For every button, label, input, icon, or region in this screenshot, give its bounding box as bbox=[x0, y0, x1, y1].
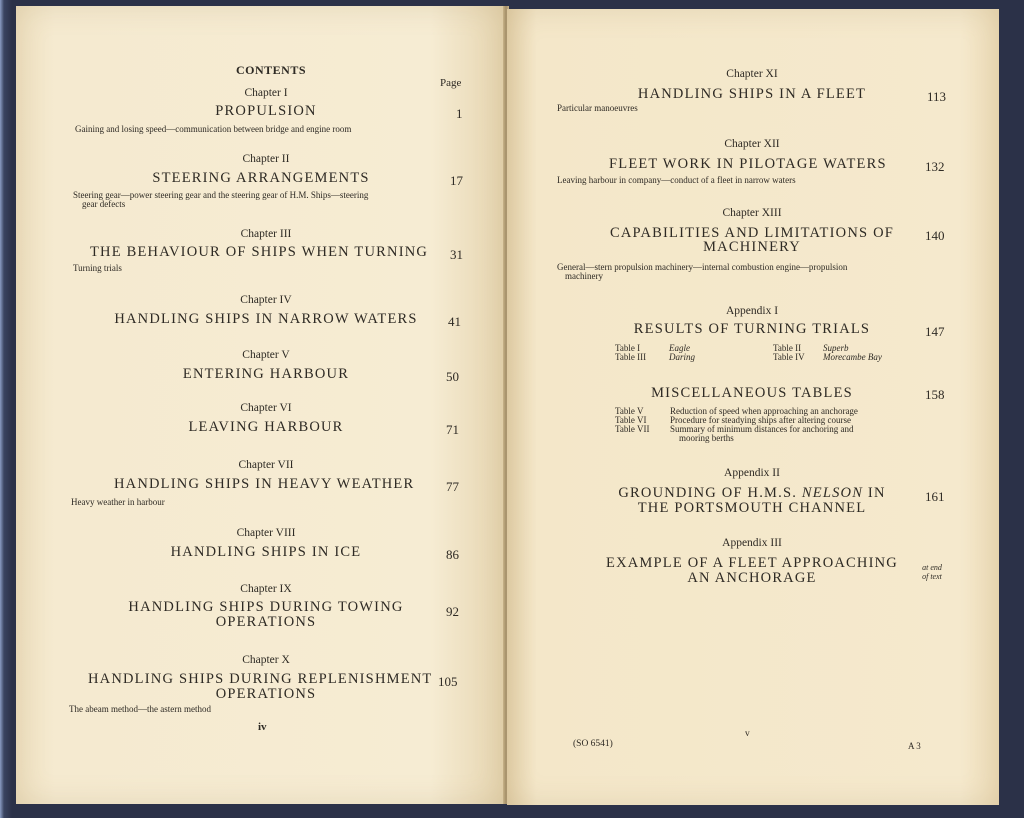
chapter-page: 113 bbox=[927, 89, 947, 104]
chapter-title: HANDLING SHIPS IN NARROW WATERS bbox=[114, 311, 418, 327]
appendix-page-line-2: of text bbox=[922, 572, 942, 581]
chapter-description: machinery bbox=[565, 271, 603, 281]
chapter-label: Chapter IV bbox=[240, 294, 292, 306]
table-name: Superb bbox=[823, 343, 849, 353]
appendix-page: 147 bbox=[925, 324, 945, 339]
appendix-title-part: IN bbox=[867, 485, 886, 501]
chapter-page: 50 bbox=[446, 369, 459, 384]
chapter-title-line-2: OPERATIONS bbox=[215, 686, 317, 702]
right-page bbox=[507, 9, 999, 805]
appendix-page-line-1: at end bbox=[922, 563, 942, 572]
chapter-page: 1 bbox=[456, 106, 463, 121]
chapter-page: 86 bbox=[446, 547, 459, 562]
chapter-description: The abeam method—the astern method bbox=[69, 704, 211, 714]
table-name: Daring bbox=[669, 352, 696, 362]
table-text: Reduction of speed when approaching an anchorage bbox=[670, 406, 858, 416]
chapter-label: Chapter VII bbox=[238, 459, 294, 471]
chapter-page: 105 bbox=[438, 674, 458, 689]
chapter-title-line-2: OPERATIONS bbox=[215, 614, 317, 630]
chapter-title: HANDLING SHIPS IN ICE bbox=[170, 544, 362, 560]
appendix-title-line-1 bbox=[582, 486, 922, 501]
chapter-page: 71 bbox=[446, 422, 459, 437]
page-folio: v bbox=[745, 729, 750, 739]
appendix-label: Appendix III bbox=[722, 537, 782, 549]
chapter-label: Chapter I bbox=[244, 87, 288, 99]
table-name: Morecambe Bay bbox=[823, 352, 882, 362]
appendix-label: Appendix I bbox=[725, 305, 779, 317]
section-title: MISCELLANEOUS TABLES bbox=[651, 385, 853, 401]
chapter-page: 140 bbox=[925, 228, 945, 243]
ship-name: NELSON bbox=[801, 485, 864, 501]
chapter-title: STEERING ARRANGEMENTS bbox=[152, 170, 370, 186]
chapter-label: Chapter V bbox=[242, 349, 290, 361]
chapter-page: 41 bbox=[448, 314, 461, 329]
chapter-label: Chapter XII bbox=[724, 138, 780, 150]
chapter-title-line-2: MACHINERY bbox=[703, 239, 801, 255]
page-column-heading: Page bbox=[440, 77, 462, 89]
appendix-title-line-1: EXAMPLE OF A FLEET APPROACHING bbox=[606, 555, 898, 571]
chapter-page: 92 bbox=[446, 604, 459, 619]
table-text: Procedure for steadying ships after altering course bbox=[670, 415, 851, 425]
contents-heading: CONTENTS bbox=[236, 63, 307, 77]
chapter-title: FLEET WORK IN PILOTAGE WATERS bbox=[609, 156, 887, 172]
table-id: Table VI bbox=[615, 415, 647, 425]
table-text: mooring berths bbox=[679, 433, 734, 443]
appendix-title-part: GROUNDING OF H.M.S. bbox=[618, 485, 798, 501]
chapter-title-line-1: HANDLING SHIPS DURING TOWING bbox=[128, 599, 404, 615]
chapter-label: Chapter VIII bbox=[236, 527, 296, 539]
chapter-title: LEAVING HARBOUR bbox=[188, 419, 344, 435]
print-code: (SO 6541) bbox=[573, 739, 613, 749]
chapter-description: Heavy weather in harbour bbox=[71, 497, 165, 507]
left-page bbox=[16, 6, 504, 804]
chapter-description: Leaving harbour in company—conduct of a fleet in narrow waters bbox=[557, 175, 796, 185]
table-id: Table V bbox=[615, 406, 644, 416]
table-id: Table VII bbox=[615, 424, 650, 434]
chapter-label: Chapter III bbox=[240, 228, 292, 240]
chapter-description: Gaining and losing speed—communication between bridge and engine room bbox=[75, 124, 352, 134]
chapter-page: 77 bbox=[446, 479, 459, 494]
chapter-label: Chapter II bbox=[242, 153, 290, 165]
page-folio: iv bbox=[258, 721, 267, 733]
signature-mark: A 3 bbox=[908, 741, 921, 751]
chapter-label: Chapter IX bbox=[240, 583, 292, 595]
chapter-title: HANDLING SHIPS IN HEAVY WEATHER bbox=[114, 476, 415, 492]
table-id: Table IV bbox=[773, 352, 805, 362]
appendix-label: Appendix II bbox=[724, 467, 780, 479]
appendix-title-line-2: AN ANCHORAGE bbox=[687, 570, 817, 586]
chapter-description: Turning trials bbox=[73, 263, 122, 273]
chapter-page: 17 bbox=[450, 173, 463, 188]
chapter-page: 132 bbox=[925, 159, 945, 174]
chapter-page: 31 bbox=[450, 247, 463, 262]
chapter-label: Chapter XIII bbox=[722, 207, 782, 219]
section-page: 158 bbox=[925, 387, 945, 402]
table-text: Summary of minimum distances for anchoring and bbox=[670, 424, 854, 434]
chapter-label: Chapter XI bbox=[726, 68, 778, 80]
chapter-title: THE BEHAVIOUR OF SHIPS WHEN TURNING bbox=[90, 244, 429, 260]
chapter-description: Particular manoeuvres bbox=[557, 103, 638, 113]
chapter-description: gear defects bbox=[82, 199, 126, 209]
chapter-description: General—stern propulsion machinery—internal combustion engine—propulsion bbox=[557, 262, 848, 272]
chapter-title-line-1: HANDLING SHIPS DURING REPLENISHMENT bbox=[88, 671, 433, 687]
table-name: Eagle bbox=[669, 343, 690, 353]
chapter-title: PROPULSION bbox=[215, 103, 317, 119]
table-id: Table II bbox=[773, 343, 802, 353]
chapter-title: ENTERING HARBOUR bbox=[182, 366, 350, 382]
table-id: Table III bbox=[615, 352, 647, 362]
chapter-title-line-1: CAPABILITIES AND LIMITATIONS OF bbox=[609, 225, 895, 241]
appendix-page: 161 bbox=[925, 489, 945, 504]
chapter-label: Chapter VI bbox=[240, 402, 292, 414]
chapter-description: Steering gear—power steering gear and the steering gear of H.M. Ships—steering bbox=[73, 190, 369, 200]
appendix-title: RESULTS OF TURNING TRIALS bbox=[633, 321, 871, 337]
appendix-title-line-2: THE PORTSMOUTH CHANNEL bbox=[637, 500, 867, 516]
table-id: Table I bbox=[615, 343, 641, 353]
chapter-label: Chapter X bbox=[242, 654, 290, 666]
chapter-title: HANDLING SHIPS IN A FLEET bbox=[637, 86, 867, 102]
